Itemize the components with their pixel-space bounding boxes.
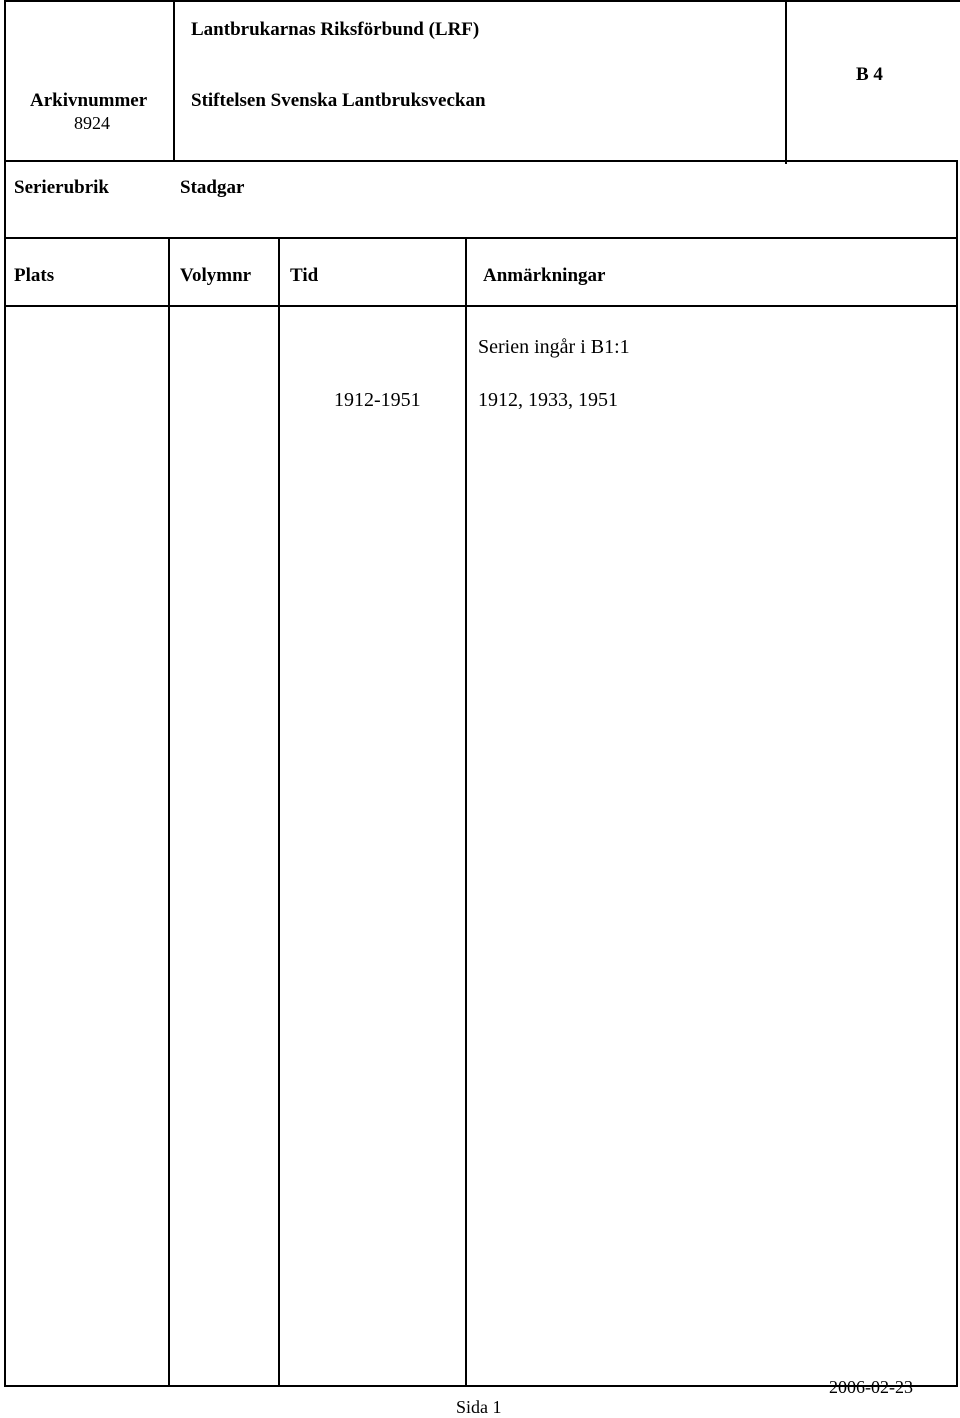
header-divider-right <box>785 0 787 164</box>
row-remarks: Serien ingår i B1:1 <box>478 336 630 358</box>
frame-right-border <box>956 160 958 1387</box>
columns-bottom-border <box>4 305 958 307</box>
organization-name: Lantbrukarnas Riksförbund (LRF) <box>191 19 480 40</box>
header-bottom-border <box>4 160 958 162</box>
series-code: B 4 <box>856 64 883 85</box>
column-header-remarks: Anmärkningar <box>483 265 606 286</box>
series-title: Stadgar <box>180 177 245 198</box>
print-date: 2006-02-23 <box>829 1377 913 1397</box>
archive-number-label: Arkivnummer <box>30 90 148 111</box>
column-header-place: Plats <box>14 265 55 286</box>
archive-title: Stiftelsen Svenska Lantbruksveckan <box>191 90 486 111</box>
page-number: Sida 1 <box>456 1397 502 1417</box>
series-bottom-border <box>4 237 958 239</box>
header-top-border <box>4 0 960 2</box>
column-divider-place <box>168 237 170 1387</box>
archive-number-value: 8924 <box>74 113 110 133</box>
table-bottom-border <box>4 1385 958 1387</box>
series-label: Serierubrik <box>14 177 109 198</box>
column-divider-volume <box>278 237 280 1387</box>
column-header-volume: Volymnr <box>180 265 252 286</box>
column-divider-time <box>465 237 467 1387</box>
row-time: 1912-1951 <box>334 389 421 411</box>
frame-left-border <box>4 0 6 1387</box>
column-header-time: Tid <box>290 265 319 286</box>
header-divider-left <box>173 0 175 162</box>
row-remarks: 1912, 1933, 1951 <box>478 389 618 411</box>
